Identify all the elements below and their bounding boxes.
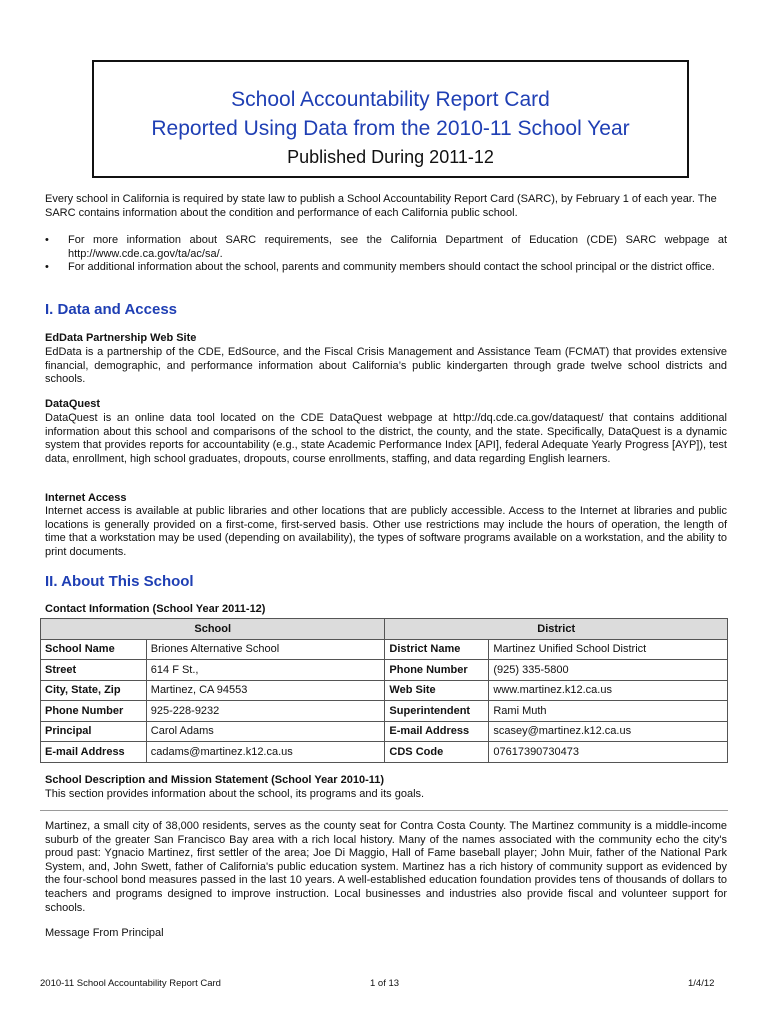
bullet-text: For more information about SARC requirements, see the California Department of Education (CDE) SARC webpage at http://www.cde.ca.gov/ta/ac/sa/. bbox=[68, 234, 727, 260]
internet-title: Internet Access bbox=[45, 492, 127, 504]
mission-intro: This section provides information about the school, its programs and its goals. bbox=[45, 788, 425, 800]
section-heading-data-access: I. Data and Access bbox=[45, 301, 178, 318]
district-row-label: Superintendent bbox=[385, 701, 489, 722]
row-label: Street bbox=[41, 660, 147, 681]
mission-title: School Description and Mission Statement (School Year 2010-11) bbox=[45, 774, 385, 786]
table-header-row bbox=[41, 619, 728, 640]
footer-page-number: 1 of 13 bbox=[370, 978, 400, 989]
bullet-text: For additional information about the school, parents and community members should contact the school principal or the district office. bbox=[68, 261, 715, 273]
district-row-label: District Name bbox=[385, 639, 489, 660]
internet-text: Internet access is available at public libraries and other locations that are publicly accessible. Access to the Internet at libraries and public locations is generally provided on a first-come, first-served basis. Other use restrictions may include the hours of operation, the length of time that a workstation may be used (depending on availability), the types of software programs available on a workstation, and the ability to print documents. bbox=[45, 505, 727, 558]
row-label: Principal bbox=[41, 721, 147, 742]
table-row bbox=[41, 660, 728, 681]
table-row bbox=[41, 721, 728, 742]
bullet-item-contact bbox=[45, 261, 727, 275]
district-row-value: scasey@martinez.k12.ca.us bbox=[489, 721, 728, 742]
row-value: 614 F St., bbox=[146, 660, 385, 681]
row-value: Martinez, CA 94553 bbox=[146, 680, 385, 701]
eddata-text: EdData is a partnership of the CDE, EdSource, and the Fiscal Crisis Management and Assistance Team (FCMAT) that provides extensive financial, demographic, and performance information about California’s public kindergarten through grade twelve school districts and schools. bbox=[45, 346, 727, 386]
dataquest-title: DataQuest bbox=[45, 398, 101, 410]
eddata-title: EdData Partnership Web Site bbox=[45, 332, 197, 344]
table-row bbox=[41, 639, 728, 660]
bullet-item-sarc bbox=[45, 234, 727, 261]
district-row-value: www.martinez.k12.ca.us bbox=[489, 680, 728, 701]
footer-date: 1/4/12 bbox=[688, 978, 715, 989]
report-subtitle: Reported Using Data from the 2010-11 School Year bbox=[151, 117, 630, 140]
district-row-value: Rami Muth bbox=[489, 701, 728, 722]
mission-text: Martinez, a small city of 38,000 residents, serves as the county seat for Contra Costa County. The Martinez community is a middle-income suburb of the greater San Francisco Bay area with a rich local history. Many of the names associated with the community echo the city's proud past: Ygnacio Martinez, first settler of the area; Joe Di Maggio, Hall of Fame baseball player; John Muir, father of the National Park System, and, John Swett, father of California's public education system. Martinez has a rich history of community support as evidenced by the four-school bond measures passed in the last 10 years. A well-established education foundation provides tens of thousands of dollars to teachers and programs designed to improve instruction. Local businesses and industries also provide fiscal and volunteer support for schools. bbox=[45, 820, 727, 914]
bullet-icon: • bbox=[45, 261, 49, 273]
row-label: School Name bbox=[41, 639, 147, 660]
row-value: cadams@martinez.k12.ca.us bbox=[146, 742, 385, 763]
table-row bbox=[41, 680, 728, 701]
row-value: Briones Alternative School bbox=[146, 639, 385, 660]
district-row-value: 07617390730473 bbox=[489, 742, 728, 763]
section-heading-about-school: II. About This School bbox=[45, 573, 194, 590]
district-row-label: Phone Number bbox=[385, 660, 489, 681]
footer-document-title: 2010-11 School Accountability Report Card bbox=[40, 978, 221, 989]
row-value: Carol Adams bbox=[146, 721, 385, 742]
dataquest-text: DataQuest is an online data tool located on the CDE DataQuest webpage at http://dq.cde.ca.gov/dataquest/ that contains additional information about this school and comparisons of the school to the district, the county, and the state. Specifically, DataQuest is a dynamic system that provides reports for accountability (e.g., state Academic Performance Index [API], federal Adequate Yearly Progress [AYP]), test data, enrollment, high school graduates, dropouts, course enrollments, staffing, and data regarding English learners. bbox=[45, 412, 727, 465]
table-row bbox=[41, 701, 728, 722]
row-value: 925-228-9232 bbox=[146, 701, 385, 722]
district-row-label: CDS Code bbox=[385, 742, 489, 763]
district-row-label: Web Site bbox=[385, 680, 489, 701]
district-row-value: Martinez Unified School District bbox=[489, 639, 728, 660]
row-label: City, State, Zip bbox=[41, 680, 147, 701]
section-divider bbox=[40, 810, 728, 811]
intro-paragraph: Every school in California is required by state law to publish a School Accountability Report Card (SARC), by February 1 of each year. The SARC contains information about the condition and performance of each California public school. bbox=[45, 193, 717, 219]
report-title: School Accountability Report Card bbox=[231, 88, 550, 111]
row-label: Phone Number bbox=[41, 701, 147, 722]
district-column-header: District bbox=[385, 619, 728, 640]
title-box bbox=[92, 60, 689, 178]
district-row-value: (925) 335-5800 bbox=[489, 660, 728, 681]
row-label: E-mail Address bbox=[41, 742, 147, 763]
bullet-icon: • bbox=[45, 234, 49, 246]
principal-message-label: Message From Principal bbox=[45, 927, 164, 939]
contact-info-title: Contact Information (School Year 2011-12) bbox=[45, 603, 266, 615]
table-row bbox=[41, 742, 728, 763]
school-column-header: School bbox=[41, 619, 385, 640]
district-row-label: E-mail Address bbox=[385, 721, 489, 742]
published-line: Published During 2011-12 bbox=[287, 147, 494, 167]
contact-info-table bbox=[40, 618, 728, 763]
